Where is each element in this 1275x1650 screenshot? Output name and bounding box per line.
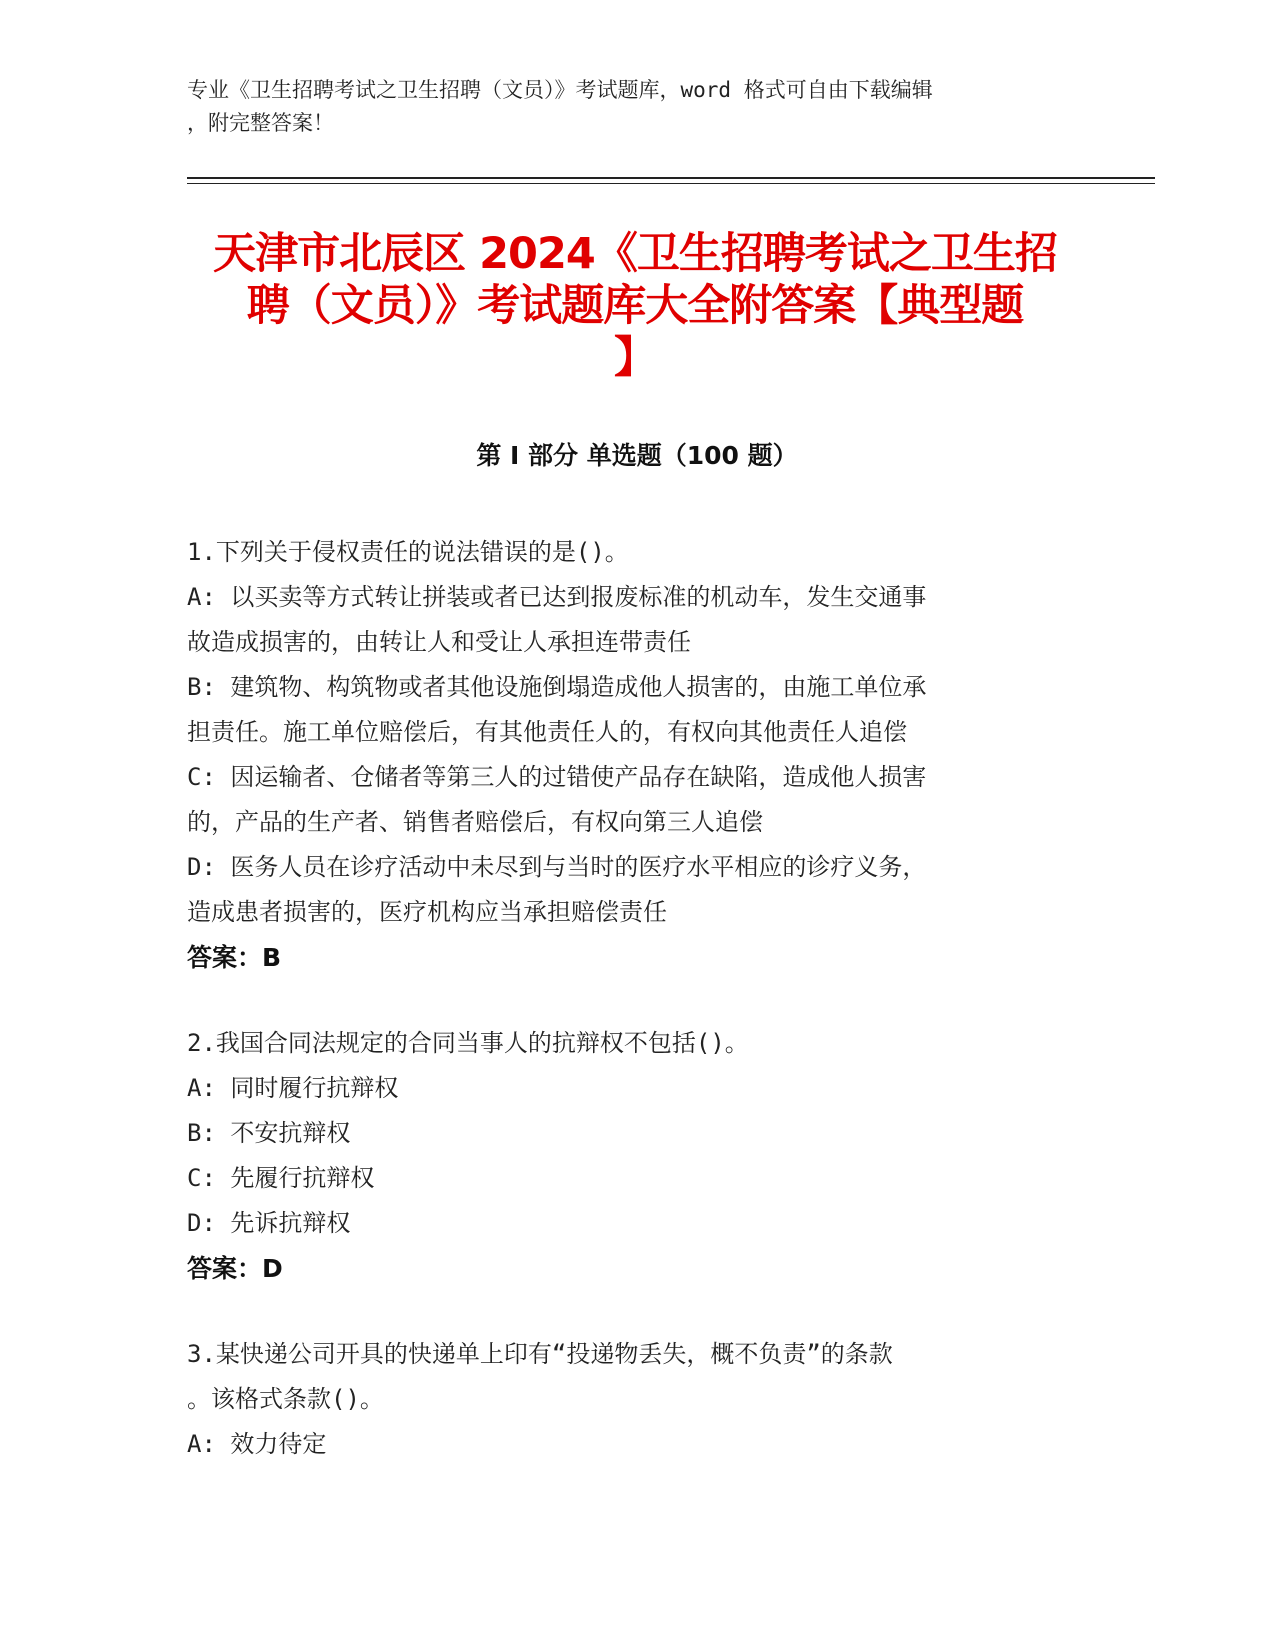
- header-divider-thick: [187, 177, 1155, 179]
- question-1-stem: 1.下列关于侵权责任的说法错误的是()。: [187, 538, 629, 566]
- question-2-stem: 2.我国合同法规定的合同当事人的抗辩权不包括()。: [187, 1029, 749, 1057]
- question-2-option-a: A: 同时履行抗辩权: [187, 1074, 399, 1102]
- question-2-answer: 答案：D: [187, 1254, 283, 1283]
- question-2-option-c: C: 先履行抗辩权: [187, 1164, 375, 1192]
- header-note-line-1: 专业《卫生招聘考试之卫生招聘（文员）》考试题库，word 格式可自由下载编辑: [187, 78, 933, 102]
- question-3-option-a: A: 效力待定: [187, 1430, 327, 1458]
- document-title-line-3: 】: [614, 333, 656, 383]
- header-note-line-2: ，附完整答案！: [187, 111, 334, 135]
- document-title-line-1: 天津市北辰区 2024《卫生招聘考试之卫生招: [213, 229, 1057, 279]
- header-note: [187, 74, 1067, 140]
- section-heading: 第 I 部分 单选题（100 题）: [476, 441, 798, 470]
- question-list: [187, 530, 1077, 1508]
- question-1-option-a: A: 以买卖等方式转让拼装或者已达到报废标准的机动车，发生交通事: [187, 583, 927, 611]
- question-2-option-b: B: 不安抗辩权: [187, 1119, 351, 1147]
- question-3: [187, 1332, 1077, 1467]
- question-1-option-a-cont: 故造成损害的，由转让人和受让人承担连带责任: [187, 628, 691, 656]
- question-1-answer: 答案：B: [187, 943, 282, 972]
- question-3-stem-cont: 。该格式条款()。: [187, 1385, 384, 1413]
- document-title-line-2: 聘（文员）》考试题库大全附答案【典型题: [246, 281, 1024, 331]
- header-divider-thin: [187, 183, 1155, 184]
- question-1-option-b: B: 建筑物、构筑物或者其他设施倒塌造成他人损害的，由施工单位承: [187, 673, 927, 701]
- question-3-stem: 3.某快递公司开具的快递单上印有“投递物丢失，概不负责”的条款: [187, 1340, 893, 1368]
- question-1-option-c-cont: 的，产品的生产者、销售者赔偿后，有权向第三人追偿: [187, 808, 763, 836]
- question-1-option-c: C: 因运输者、仓储者等第三人的过错使产品存在缺陷，造成他人损害: [187, 763, 927, 791]
- question-2-option-d: D: 先诉抗辩权: [187, 1209, 351, 1237]
- document-title: [170, 228, 1100, 384]
- question-1-option-d-cont: 造成患者损害的，医疗机构应当承担赔偿责任: [187, 898, 667, 926]
- question-1: [187, 530, 1077, 980]
- question-2: [187, 1021, 1077, 1291]
- question-1-option-d: D: 医务人员在诊疗活动中未尽到与当时的医疗水平相应的诊疗义务，: [187, 853, 927, 881]
- question-1-option-b-cont: 担责任。施工单位赔偿后，有其他责任人的，有权向其他责任人追偿: [187, 718, 907, 746]
